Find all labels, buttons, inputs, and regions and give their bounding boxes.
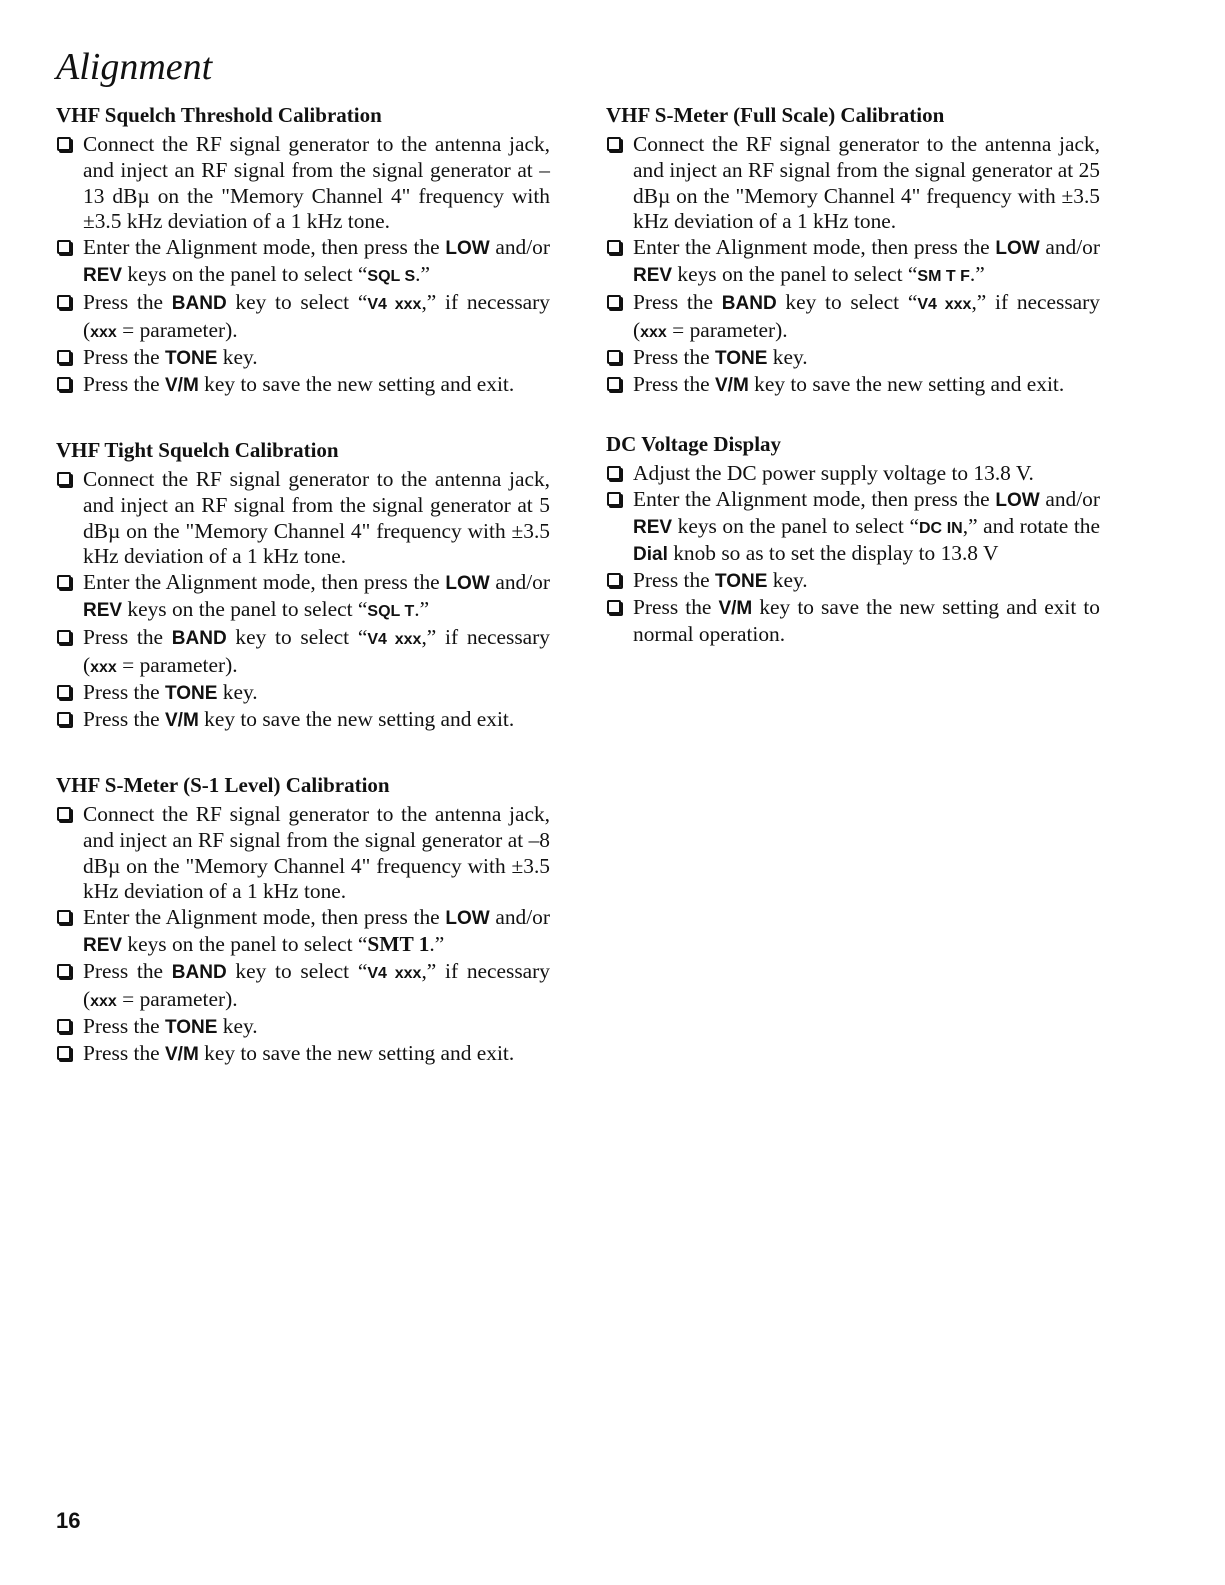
display-code: DC IN <box>918 519 963 537</box>
step-item <box>56 467 550 570</box>
section-vhf-tight-squelch-calibration <box>56 435 550 734</box>
section-heading: VHF Squelch Threshold Calibration <box>56 103 382 127</box>
step-text: Press the <box>83 1014 165 1039</box>
step-text: Press the <box>633 594 719 619</box>
step-text: key to select “ <box>226 624 368 649</box>
step-item <box>56 290 550 346</box>
step-text: = parameter). <box>666 317 788 342</box>
step-item <box>606 235 1100 290</box>
step-text: and/or <box>489 905 550 930</box>
step-item <box>56 570 550 625</box>
step-text: Press the <box>633 372 715 397</box>
key-name: LOW <box>995 489 1040 511</box>
step-text: key to select “ <box>226 958 368 983</box>
step-text: .” <box>969 261 985 286</box>
checkbox-square-icon <box>57 910 71 924</box>
page-number: 16 <box>56 1508 81 1533</box>
step-item <box>56 905 550 959</box>
step-text: .” <box>415 261 430 286</box>
step-text: keys on the panel to select “ <box>672 513 919 538</box>
right-column <box>606 100 1100 648</box>
key-name: REV <box>83 934 123 956</box>
section-heading: VHF Tight Squelch Calibration <box>56 437 339 462</box>
step-text: key. <box>767 345 808 370</box>
display-code: SM T F <box>917 267 970 285</box>
display-code: SQL S <box>367 267 416 285</box>
key-name: TONE <box>715 571 768 593</box>
step-text: ,” if necessary ( <box>83 289 550 342</box>
key-name: V/M <box>165 1044 199 1066</box>
step-text: key to save the new setting and exit. <box>198 707 515 732</box>
step-text: Press the <box>633 345 715 370</box>
step-text: keys on the panel to select “ <box>122 596 368 621</box>
step-text: knob so as to set the display to 13.8 V <box>667 541 999 566</box>
key-name: BAND <box>171 292 227 314</box>
step-text: ,” if necessary ( <box>83 958 550 1011</box>
step-item <box>606 568 1100 595</box>
step-list <box>606 132 1100 399</box>
step-text: = parameter). <box>116 986 238 1011</box>
display-code: xxx <box>90 992 117 1010</box>
key-name: LOW <box>445 238 490 260</box>
display-code: V4 xxx <box>367 295 422 313</box>
key-name: LOW <box>995 238 1040 260</box>
step-text: Connect the RF signal generator to the antenna jack, and inject an RF signal from the signal generator at 25 dBµ on the "Memory Channel 4" frequency with ±3.5 kHz deviation of a 1 kHz tone. <box>633 132 1100 234</box>
step-list <box>606 461 1100 648</box>
key-name: BAND <box>171 961 227 983</box>
step-item <box>56 707 550 734</box>
step-text: Enter the Alignment mode, then press the <box>83 235 446 260</box>
step-text: keys on the panel to select “ <box>122 261 368 286</box>
key-name: REV <box>633 516 673 538</box>
display-code: V4 xxx <box>917 295 972 313</box>
step-text: key. <box>217 1014 258 1039</box>
step-list <box>56 802 550 1068</box>
display-code: xxx <box>640 323 667 341</box>
step-text: Enter the Alignment mode, then press the <box>83 905 446 930</box>
step-text: Enter the Alignment mode, then press the <box>633 486 996 511</box>
step-item <box>56 1041 550 1068</box>
left-column <box>56 100 550 1068</box>
step-text: Enter the Alignment mode, then press the <box>633 235 996 260</box>
checkbox-square-icon <box>57 472 71 486</box>
step-text: .” <box>429 931 445 956</box>
step-text: and/or <box>1039 486 1100 511</box>
page-title: Alignment <box>56 46 213 88</box>
display-code: xxx <box>90 323 117 341</box>
display-code: V4 xxx <box>367 964 422 982</box>
step-text: Adjust the DC power supply voltage to 13.8 V. <box>633 460 1034 485</box>
step-text: = parameter). <box>116 652 238 677</box>
step-text: key. <box>217 680 258 705</box>
step-item <box>56 959 550 1015</box>
key-name: TONE <box>165 1017 218 1039</box>
step-list <box>56 467 550 734</box>
checkbox-square-icon <box>57 350 71 364</box>
step-text: Press the <box>633 289 722 314</box>
step-item <box>56 802 550 905</box>
checkbox-square-icon <box>57 1046 71 1060</box>
step-item <box>56 345 550 372</box>
checkbox-square-icon <box>607 295 621 309</box>
step-text: key to save the new setting and exit. <box>198 372 515 397</box>
checkbox-square-icon <box>57 575 71 589</box>
key-name: REV <box>83 264 123 286</box>
step-text: Press the <box>633 568 715 593</box>
step-item <box>56 372 550 399</box>
step-text: Press the <box>83 372 165 397</box>
step-text: Press the <box>83 1041 165 1066</box>
key-name: REV <box>633 264 673 286</box>
checkbox-square-icon <box>607 600 621 614</box>
key-name: TONE <box>715 348 768 370</box>
key-name: BAND <box>171 627 227 649</box>
step-list <box>56 132 550 399</box>
step-text: and/or <box>1039 235 1100 260</box>
key-name: BAND <box>721 292 777 314</box>
checkbox-square-icon <box>57 295 71 309</box>
step-text: key. <box>767 568 808 593</box>
display-code: SQL T <box>367 602 415 620</box>
checkbox-square-icon <box>57 240 71 254</box>
step-text: keys on the panel to select “ <box>122 931 368 956</box>
section-heading: VHF S-Meter (S-1 Level) Calibration <box>56 772 390 797</box>
checkbox-square-icon <box>607 573 621 587</box>
step-text: Press the <box>83 680 165 705</box>
key-name: LOW <box>445 573 490 595</box>
step-text: Press the <box>83 707 165 732</box>
step-text: = parameter). <box>116 317 238 342</box>
checkbox-square-icon <box>607 466 621 480</box>
section-vhf-s-meter-full-scale-calibration <box>606 100 1100 399</box>
step-item <box>606 345 1100 372</box>
step-text: Connect the RF signal generator to the antenna jack, and inject an RF signal from the signal generator at 5 dBµ on the "Memory Channel 4" frequency with ±3.5 kHz deviation of a 1 kHz tone. <box>83 466 550 569</box>
display-code: V4 xxx <box>367 630 422 648</box>
step-item <box>56 1014 550 1041</box>
section-heading: VHF S-Meter (Full Scale) Calibration <box>606 103 945 127</box>
checkbox-square-icon <box>57 964 71 978</box>
step-text: key to select “ <box>226 289 368 314</box>
key-name: V/M <box>718 597 753 619</box>
step-text: key to select “ <box>776 289 918 314</box>
checkbox-square-icon <box>57 712 71 726</box>
display-code: xxx <box>90 658 117 676</box>
step-text: key. <box>217 345 258 370</box>
step-text: .” <box>414 596 430 621</box>
step-item <box>56 625 550 681</box>
section-vhf-squelch-threshold-calibration <box>56 100 550 399</box>
key-name: V/M <box>165 375 199 397</box>
section-heading: DC Voltage Display <box>606 431 782 456</box>
step-item <box>606 595 1100 648</box>
key-name: TONE <box>165 683 218 705</box>
step-text: Press the <box>83 624 172 649</box>
checkbox-square-icon <box>57 685 71 699</box>
key-name: V/M <box>715 375 749 397</box>
step-text: Connect the RF signal generator to the antenna jack, and inject an RF signal from the signal generator at –13 dBµ on the "Memory Channel 4" frequency with ±3.5 kHz deviation of a 1 kHz tone. <box>83 132 550 234</box>
step-text: ,” if necessary ( <box>633 289 1100 342</box>
step-text: key to save the new setting and exit. <box>198 1041 515 1066</box>
step-item <box>606 461 1100 487</box>
checkbox-square-icon <box>607 240 621 254</box>
display-code: SMT 1 <box>367 931 430 956</box>
step-text: Connect the RF signal generator to the antenna jack, and inject an RF signal from the signal generator at –8 dBµ on the "Memory Channel 4" frequency with ±3.5 kHz deviation of a 1 kHz tone. <box>83 801 550 904</box>
step-text: and/or <box>489 570 550 595</box>
step-text: Press the <box>83 289 172 314</box>
step-text: Enter the Alignment mode, then press the <box>83 570 446 595</box>
step-text: key to save the new setting and exit. <box>748 372 1065 397</box>
step-item <box>56 680 550 707</box>
checkbox-square-icon <box>57 377 71 391</box>
checkbox-square-icon <box>57 1019 71 1033</box>
section-vhf-s-meter-s-1-level-calibration <box>56 770 550 1068</box>
checkbox-square-icon <box>607 350 621 364</box>
key-name: TONE <box>165 348 218 370</box>
step-text: ,” if necessary ( <box>83 624 550 677</box>
key-name: Dial <box>633 544 668 566</box>
step-item <box>606 487 1100 568</box>
step-text: Press the <box>83 345 165 370</box>
section-dc-voltage-display <box>606 429 1100 648</box>
step-text: and/or <box>489 235 550 260</box>
step-item <box>606 290 1100 346</box>
checkbox-square-icon <box>57 807 71 821</box>
checkbox-square-icon <box>607 377 621 391</box>
step-item <box>606 372 1100 399</box>
checkbox-square-icon <box>57 137 71 151</box>
checkbox-square-icon <box>57 630 71 644</box>
key-name: REV <box>83 599 123 621</box>
key-name: V/M <box>165 710 199 732</box>
key-name: LOW <box>445 908 490 930</box>
checkbox-square-icon <box>607 492 621 506</box>
step-text: key to save the new setting and exit to normal operation. <box>633 594 1100 646</box>
step-item <box>56 132 550 235</box>
step-item <box>606 132 1100 235</box>
step-text: ,” and rotate the <box>962 513 1100 538</box>
step-item <box>56 235 550 290</box>
checkbox-square-icon <box>607 137 621 151</box>
step-text: Press the <box>83 958 172 983</box>
step-text: keys on the panel to select “ <box>672 261 918 286</box>
